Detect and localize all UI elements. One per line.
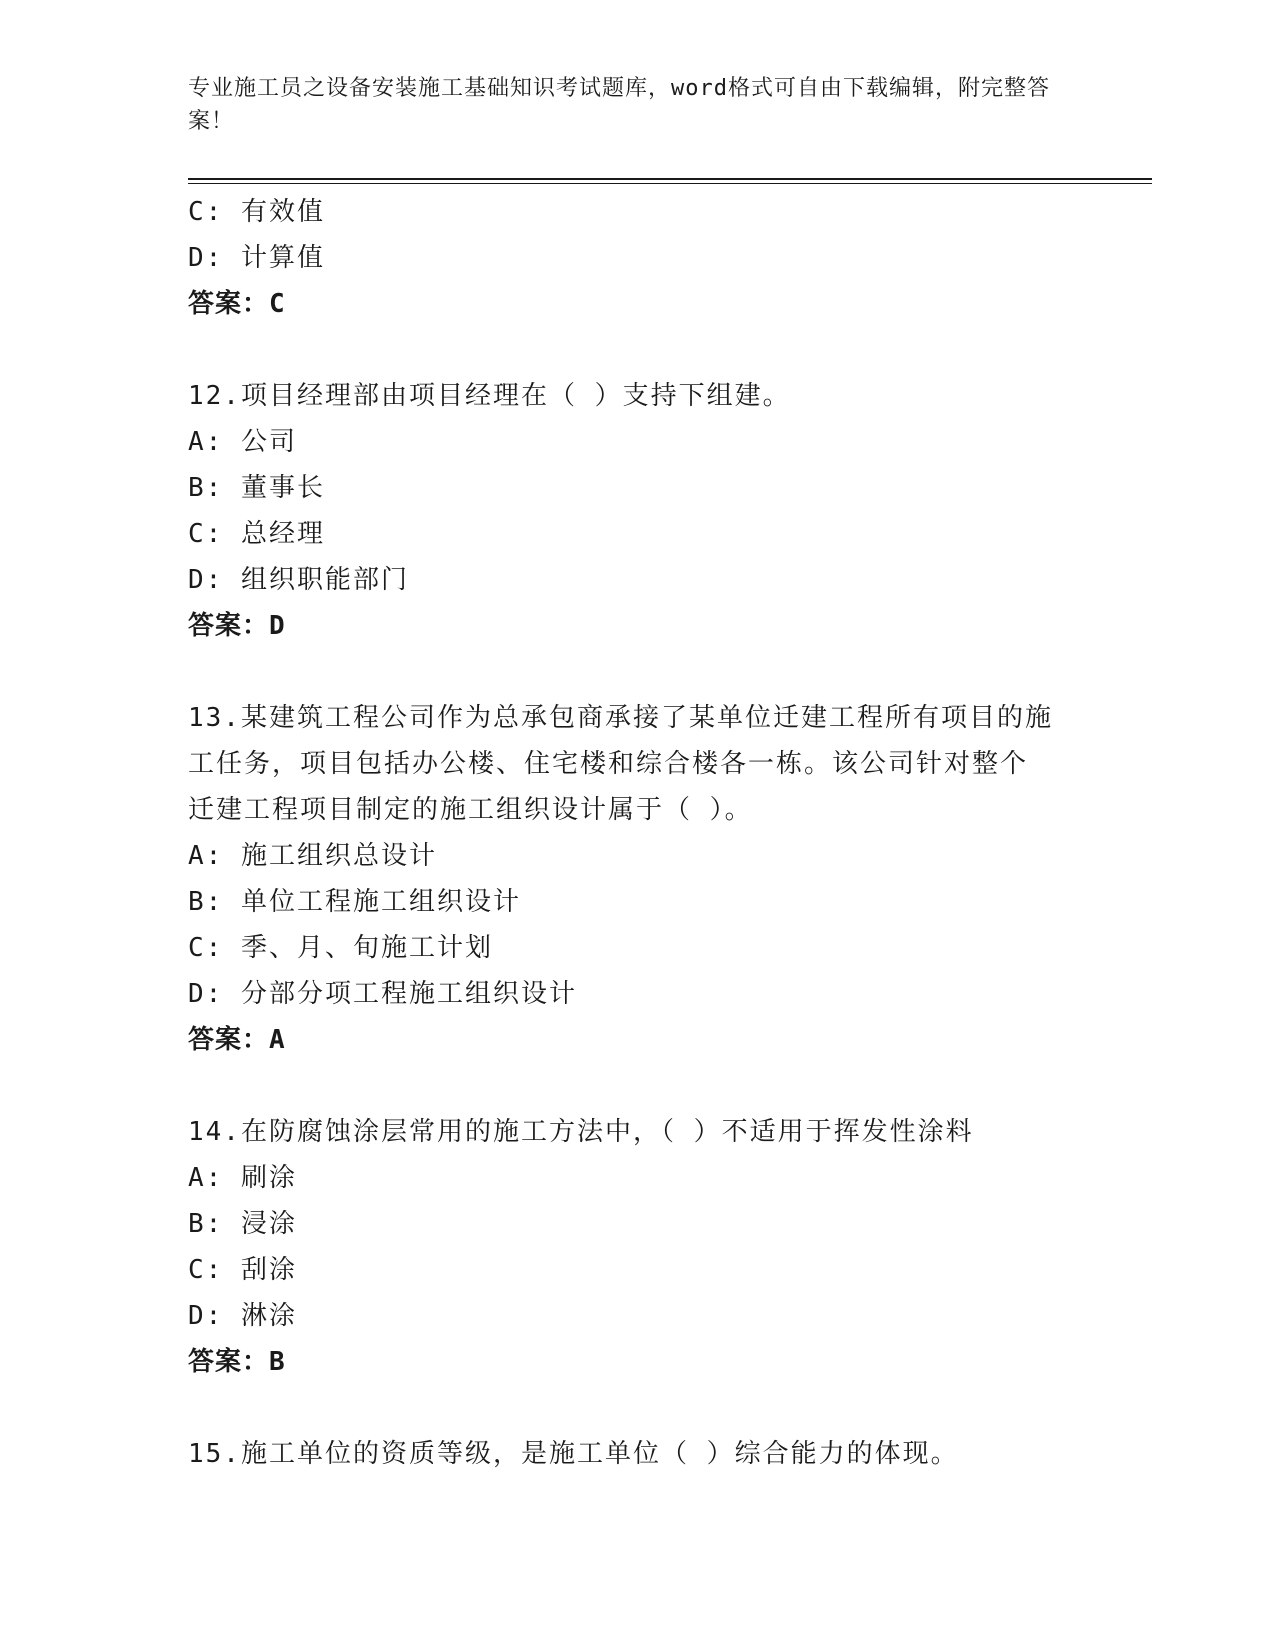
- q13-option-c: C: 季、月、旬施工计划: [188, 933, 493, 963]
- header-divider-thick: [188, 178, 1152, 180]
- option-d-prev-question: D: 计算值: [188, 243, 325, 273]
- q12-option-c: C: 总经理: [188, 519, 325, 549]
- blank-line: [188, 649, 1088, 695]
- question-13-line-1: 13.某建筑工程公司作为总承包商承接了某单位迁建工程所有项目的施: [188, 703, 1053, 733]
- q14-option-a: A: 刷涂: [188, 1163, 297, 1193]
- header-text: 专业施工员之设备安装施工基础知识考试题库，word格式可自由下载编辑，附完整答案！: [188, 76, 1050, 134]
- q13-option-d: D: 分部分项工程施工组织设计: [188, 979, 577, 1009]
- q13-option-a: A: 施工组织总设计: [188, 841, 437, 871]
- blank-line: [188, 1385, 1088, 1431]
- answer-prev-question: 答案：C: [188, 289, 286, 319]
- q12-option-d: D: 组织职能部门: [188, 565, 409, 595]
- question-12: 12.项目经理部由项目经理在（ ）支持下组建。: [188, 381, 791, 411]
- q14-option-c: C: 刮涂: [188, 1255, 297, 1285]
- document-header: [188, 72, 1068, 138]
- q13-answer: 答案：A: [188, 1025, 286, 1055]
- blank-line: [188, 1063, 1088, 1109]
- q14-option-d: D: 淋涂: [188, 1301, 297, 1331]
- q12-answer: 答案：D: [188, 611, 286, 641]
- question-13-line-3: 迁建工程项目制定的施工组织设计属于（ ）。: [188, 795, 753, 825]
- q12-option-b: B: 董事长: [188, 473, 325, 503]
- q13-option-b: B: 单位工程施工组织设计: [188, 887, 521, 917]
- question-15: 15.施工单位的资质等级，是施工单位（ ）综合能力的体现。: [188, 1439, 959, 1469]
- option-c-prev-question: C: 有效值: [188, 197, 325, 227]
- q14-option-b: B: 浸涂: [188, 1209, 297, 1239]
- exam-content: [188, 189, 1088, 1477]
- blank-line: [188, 327, 1088, 373]
- question-14: 14.在防腐蚀涂层常用的施工方法中，（ ）不适用于挥发性涂料: [188, 1117, 974, 1147]
- q14-answer: 答案：B: [188, 1347, 286, 1377]
- header-divider-thin: [188, 183, 1152, 184]
- q12-option-a: A: 公司: [188, 427, 297, 457]
- question-13-line-2: 工任务，项目包括办公楼、住宅楼和综合楼各一栋。该公司针对整个: [188, 749, 1029, 779]
